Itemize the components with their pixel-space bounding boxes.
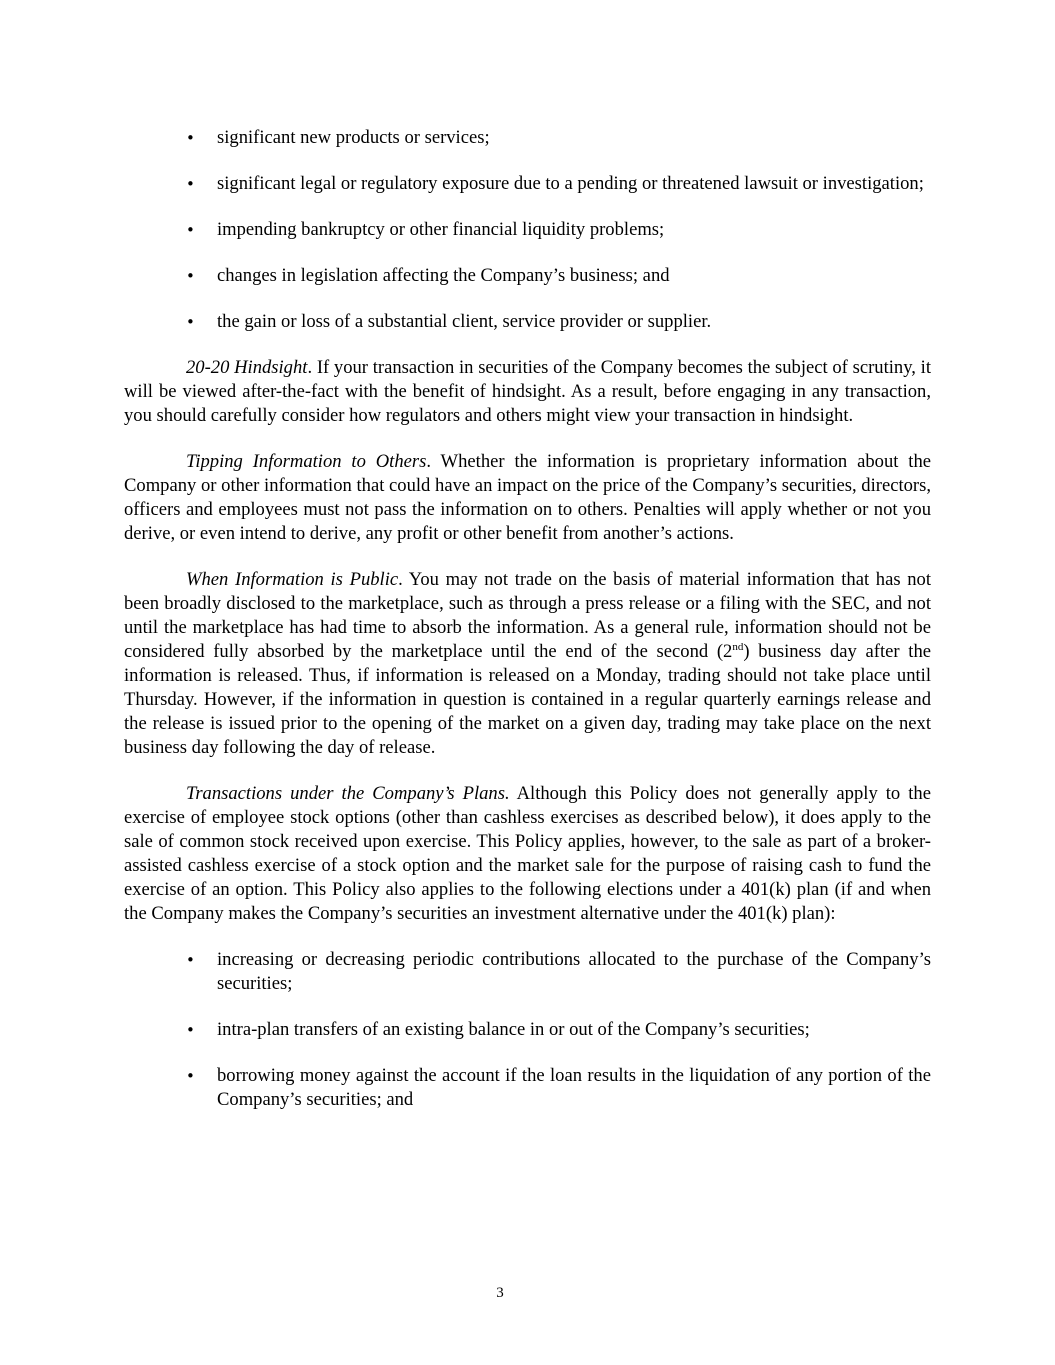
bullet-icon: • <box>186 129 195 147</box>
paragraph-text: . You may not trade on the basis of material information that has not been broadly disclosed to the marketplace, such as through a press release or a filing with the SEC, and not until the marketplace has had time to absorb the information. As a general rule, information should not be considered fully absorbed by the marketplace until the end of the second (2 <box>124 569 931 662</box>
bullet-icon: • <box>186 951 195 969</box>
list-item: • significant legal or regulatory exposure due to a pending or threatened lawsuit or investigation; <box>186 173 924 194</box>
paragraph-text: ) business day after the information is released. Thus, if information is released on a Monday, trading should not take place until Thursday. However, if the information in question is contained in a regular quarterly earnings release and the release is issued prior to the opening of the market on a given day, trading may take place on the next business day following the day of release. <box>124 641 931 758</box>
paragraph-text: Although this Policy does not generally apply to the exercise of employee stock options (other than cashless exercises as described below), it does apply to the sale of common stock received upon exercise. This Policy applies, however, to the sale as part of a broker-assisted cashless exercise of a stock option and the market sale for the purpose of raising cash to fund the exercise of an option. This Policy also applies to the following elections under a 401(k) plan (if and when the Company makes the Company’s securities an investment alternative under the 401(k) plan): <box>124 783 931 924</box>
list-item: • borrowing money against the account if the loan results in the liquidation of any portion of the Company’s securities; and <box>186 1065 931 1110</box>
paragraph-hindsight <box>124 356 931 428</box>
bullet-list-material-info <box>124 126 931 334</box>
superscript: nd <box>732 640 744 653</box>
bullet-icon: • <box>186 175 195 193</box>
paragraph-heading: 20-20 Hindsight <box>186 357 308 378</box>
paragraph-plans <box>124 782 931 926</box>
list-item: • impending bankruptcy or other financial liquidity problems; <box>186 219 665 240</box>
page-content <box>124 126 931 1134</box>
list-item: • the gain or loss of a substantial client, service provider or supplier. <box>186 311 712 332</box>
paragraph-tipping <box>124 450 931 546</box>
bullet-icon: • <box>186 313 195 331</box>
bullet-icon: • <box>186 1021 195 1039</box>
paragraph-text: . If your transaction in securities of the Company becomes the subject of scrutiny, it will be viewed after-the-fact with the benefit of hindsight. As a result, before engaging in any transaction, you should carefully consider how regulators and others might view your transaction in hindsight. <box>124 357 931 426</box>
paragraph-text: . Whether the information is proprietary information about the Company or other information that could have an impact on the price of the Company’s securities, directors, officers and employees must not pass the information on to others. Penalties will apply whether or not you derive, or even intend to derive, any profit or other benefit from another’s actions. <box>124 451 931 544</box>
list-item: • intra-plan transfers of an existing balance in or out of the Company’s securities; <box>186 1019 810 1040</box>
paragraph-heading: When Information is Public <box>186 569 399 590</box>
bullet-icon: • <box>186 267 195 285</box>
bullet-list-401k-elections <box>124 948 931 1112</box>
page-number: 3 <box>496 1285 504 1301</box>
list-item: • significant new products or services; <box>186 127 490 148</box>
bullet-icon: • <box>186 1067 195 1085</box>
list-item: • increasing or decreasing periodic contributions allocated to the purchase of the Company’s securities; <box>186 949 931 994</box>
paragraph-public <box>124 568 931 760</box>
paragraph-heading: Tipping Information to Others <box>186 451 427 472</box>
list-item: • changes in legislation affecting the Company’s business; and <box>186 265 670 286</box>
paragraph-heading: Transactions under the Company’s Plans. <box>186 783 510 804</box>
bullet-icon: • <box>186 221 195 239</box>
